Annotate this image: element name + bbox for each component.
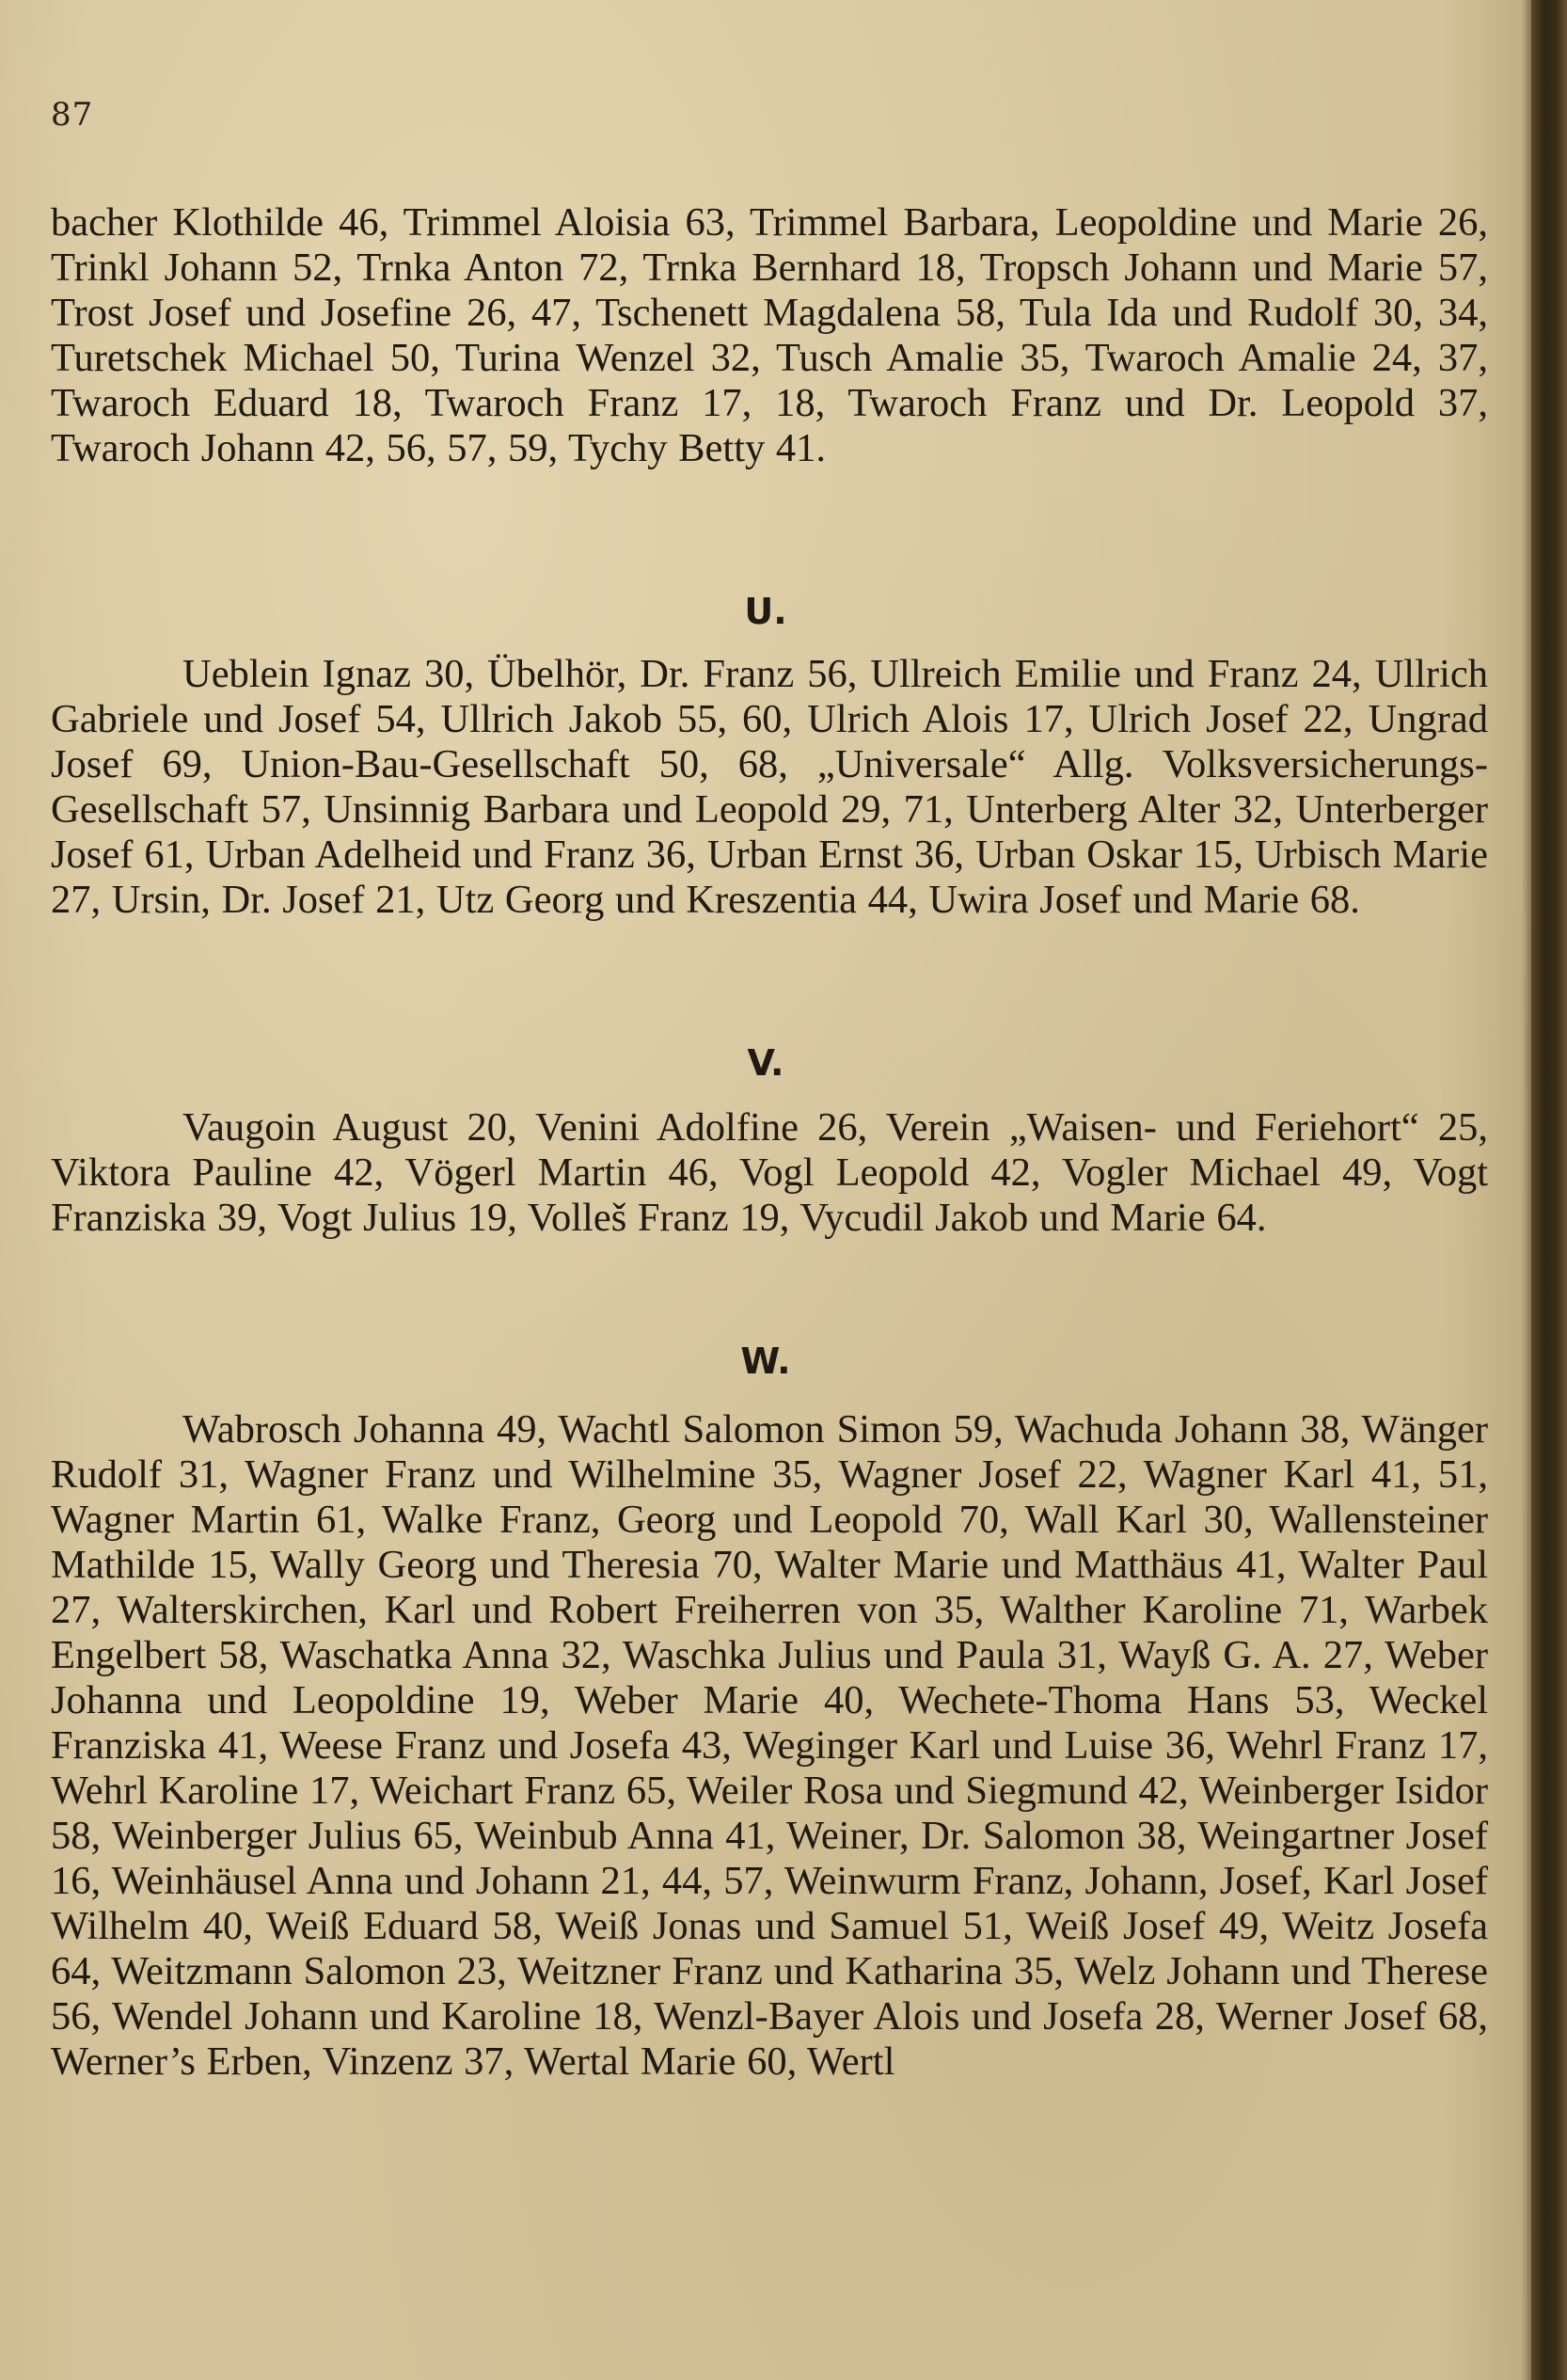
- index-entries-u: Ueblein Ignaz 30, Übelhör, Dr. Franz 56, Ullreich Emilie und Franz 24, Ullrich Gabriele und Josef 54, Ullrich Jakob 55, 60, Ulrich Alois 17, Ulrich Josef 22, Ungrad Josef 69, Union-Bau-Gesellschaft 50, 68, „Universale“ Allg. Volksversicherungs-Gesellschaft 57, Unsinnig Barbara und Leopold 29, 71, Unterberg Alter 32, Unterberger Josef 61, Urban Adelheid und Franz 36, Urban Ernst 36, Urban Oskar 15, Urbisch Marie 27, Ursin, Dr. Josef 21, Utz Georg und Kreszentia 44, Uwira Josef und Marie 68.: [51, 652, 1488, 922]
- section-heading-v: V.: [747, 1042, 784, 1084]
- section-heading-w: W.: [740, 1341, 791, 1382]
- index-entries-v: Vaugoin August 20, Venini Adolfine 26, Verein „Waisen- und Feriehort“ 25, Viktora Pauline 42, Vögerl Martin 46, Vogl Leopold 42, Vogler Michael 49, Vogt Franziska 39, Vogt Julius 19, Volleš Franz 19, Vycudil Jakob und Marie 64.: [51, 1105, 1488, 1240]
- book-spine: [1531, 0, 1567, 2380]
- page-gutter-shadow: [1522, 0, 1531, 2380]
- section-heading-u: U.: [744, 591, 787, 632]
- index-entries-t-continuation: bacher Klothilde 46, Trimmel Aloisia 63, Trimmel Barbara, Leopoldine und Marie 26, Trinkl Johann 52, Trnka Anton 72, Trnka Bernhard 18, Tropsch Johann und Marie 57, Trost Josef und Josefine 26, 47, Tschenett Magdalena 58, Tula Ida und Rudolf 30, 34, Turetschek Michael 50, Turina Wenzel 32, Tusch Amalie 35, Twaroch Amalie 24, 37, Twaroch Eduard 18, Twaroch Franz 17, 18, Twaroch Franz und Dr. Leopold 37, Twaroch Johann 42, 56, 57, 59, Tychy Betty 41.: [51, 200, 1488, 470]
- page-number: 87: [51, 96, 94, 134]
- index-entries-w: Wabrosch Johanna 49, Wachtl Salomon Simon 59, Wachuda Johann 38, Wänger Rudolf 31, Wagner Franz und Wilhelmine 35, Wagner Josef 22, Wagner Karl 41, 51, Wagner Martin 61, Walke Franz, Georg und Leopold 70, Wall Karl 30, Wallensteiner Mathilde 15, Wally Georg und Theresia 70, Walter Marie und Matthäus 41, Walter Paul 27, Walterskirchen, Karl und Robert Freiherren von 35, Walther Karoline 71, Warbek Engelbert 58, Waschatka Anna 32, Waschka Julius und Paula 31, Wayß G. A. 27, Weber Johanna und Leopoldine 19, Weber Marie 40, Wechete-Thoma Hans 53, Weckel Franziska 41, Weese Franz und Josefa 43, Weginger Karl und Luise 36, Wehrl Franz 17, Wehrl Karoline 17, Weichart Franz 65, Weiler Rosa und Siegmund 42, Weinberger Isidor 58, Weinberger Julius 65, Weinbub Anna 41, Weiner, Dr. Salomon 38, Weingartner Josef 16, Weinhäusel Anna und Johann 21, 44, 57, Weinwurm Franz, Johann, Josef, Karl Josef Wilhelm 40, Weiß Eduard 58, Weiß Jonas und Samuel 51, Weiß Josef 49, Weitz Josefa 64, Weitzmann Salomon 23, Weitzner Franz und Katharina 35, Welz Johann und Therese 56, Wendel Johann und Karoline 18, Wenzl-Bayer Alois und Josefa 28, Werner Josef 68, Werner’s Erben, Vinzenz 37, Wertal Marie 60, Wertl: [51, 1407, 1488, 2084]
